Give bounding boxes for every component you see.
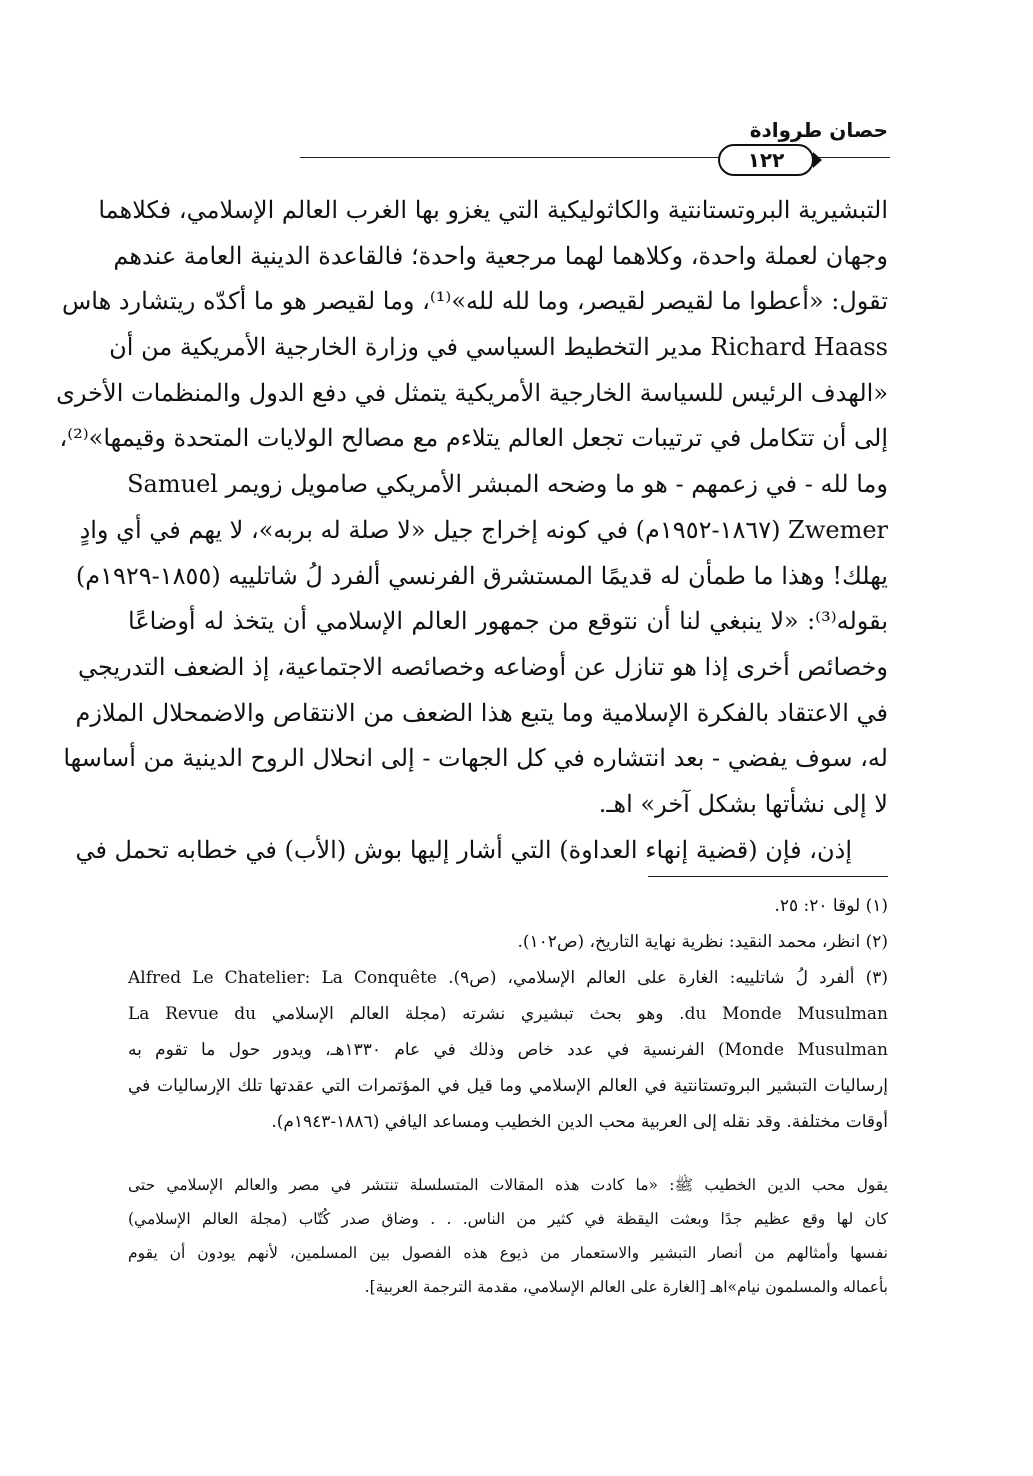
body-line: إلى أن تتكامل في ترتيبات تجعل العالم يتلاءم مع مصالح الولايات المتحدة وقيمها»⁽²⁾، bbox=[59, 424, 888, 453]
note-line: بأعماله والمسلمون نيام»اهـ [الغارة على العالم الإسلامي، مقدمة الترجمة العربية]. bbox=[364, 1278, 888, 1296]
footnote-3-cont: إرساليات التبشير البروتستانتية في العالم الإسلامي وما قيل في المؤتمرات التي عقدتها تلك الإرساليات في bbox=[128, 1076, 888, 1096]
body-line: وجهان لعملة واحدة، وكلاهما لهما مرجعية واحدة؛ فالقاعدة الدينية العامة عندهم bbox=[113, 241, 888, 270]
book-title: حصان طروادة bbox=[749, 118, 888, 142]
body-text bbox=[56, 188, 888, 873]
footnote-3-cont: أوقات مختلفة. وقد نقله إلى العربية محب الدين الخطيب ومساعد اليافي (١٨٨٦-١٩٤٣م). bbox=[271, 1112, 888, 1132]
footnote-3-cont: Monde Musulman) الفرنسية في عدد خاص وذلك في عام ١٣٣٠هـ، ويدور حول ما تقوم به bbox=[128, 1040, 888, 1060]
body-line: تقول: «أعطوا ما لقيصر لقيصر، وما لله لله»⁽¹⁾، وما لقيصر هو ما أكدّه ريتشارد هاس bbox=[61, 287, 888, 316]
page-number: ١٢٢ bbox=[718, 144, 814, 176]
footnotes bbox=[128, 888, 888, 1140]
footnote-quote bbox=[128, 1168, 888, 1304]
footnote-rule bbox=[648, 876, 888, 877]
note-line: يقول محب الدين الخطيب ﷺ: «ما كادت هذه المقالات المتسلسلة تنتشر في مصر والعالم الإسلامي حتى bbox=[128, 1176, 888, 1194]
body-line: وما لله - في زعمهم - هو ما وضحه المبشر الأمريكي صامويل زويمر Samuel bbox=[127, 470, 888, 499]
body-line: بقوله⁽³⁾: «لا ينبغي لنا أن نتوقع من جمهور العالم الإسلامي أن يتخذ له أوضاعًا bbox=[128, 607, 888, 636]
body-line: لا إلى نشأتها بشكل آخر» اهـ. bbox=[598, 789, 888, 818]
body-line: التبشيرية البروتستانتية والكاثوليكية التي يغزو بها الغرب العالم الإسلامي، فكلاهما bbox=[98, 196, 888, 224]
body-line: وخصائص أخرى إذا هو تنازل عن أوضاعه وخصائصه الاجتماعية، إذ الضعف التدريجي bbox=[77, 652, 888, 681]
body-line: Zwemer (١٨٦٧-١٩٥٢م) في كونه إخراج جيل «لا صلة له بربه»، لا يهم في أي وادٍ bbox=[79, 515, 888, 544]
body-line: إذن، فإن (قضية إنهاء العداوة) التي أشار إليها بوش (الأب) في خطابه تحمل في bbox=[75, 835, 852, 864]
footnote-3: (٣) ألفرد لُ شاتلييه: الغارة على العالم الإسلامي، (ص٩). Alfred Le Chatelier: La Conquête bbox=[128, 968, 888, 988]
note-line: كان لها وقع عظيم جدًا وبعثت اليقظة في كثير من الناس. . . وضاق صدر كُتّاب (مجلة العالم الإسلامي) bbox=[128, 1210, 888, 1228]
body-line: Richard Haass مدير التخطيط السياسي في وزارة الخارجية الأمريكية من أن bbox=[109, 333, 888, 362]
footnote-1: (١) لوقا ٢٠: ٢٥. bbox=[774, 896, 888, 916]
body-line: في الاعتقاد بالفكرة الإسلامية وما يتبع هذا الضعف من الانتقاص والاضمحلال الملازم bbox=[75, 698, 888, 727]
footnote-3-cont: du Monde Musulman. وهو بحث تبشيري نشرته (مجلة العالم الإسلامي La Revue du bbox=[128, 1004, 888, 1024]
body-line: «الهدف الرئيس للسياسة الخارجية الأمريكية يتمثل في دفع الدول والمنظمات الأخرى bbox=[56, 378, 888, 407]
body-line: يهلك! وهذا ما طمأن له قديمًا المستشرق الفرنسي ألفرد لُ شاتلييه (١٨٥٥-١٩٢٩م) bbox=[75, 561, 888, 590]
body-line: له، سوف يفضي - بعد انتشاره في كل الجهات - إلى انحلال الروح الدينية من أساسها bbox=[63, 744, 888, 773]
note-line: نفسها وأمثالهم من أنصار التبشير والاستعمار من ذيوع هذه الفصول بين المسلمين، لأنهم يودون أن يقوم bbox=[128, 1244, 888, 1262]
footnote-2: (٢) انظر، محمد النقيد: نظرية نهاية التاريخ، (ص١٠٢). bbox=[517, 932, 888, 952]
